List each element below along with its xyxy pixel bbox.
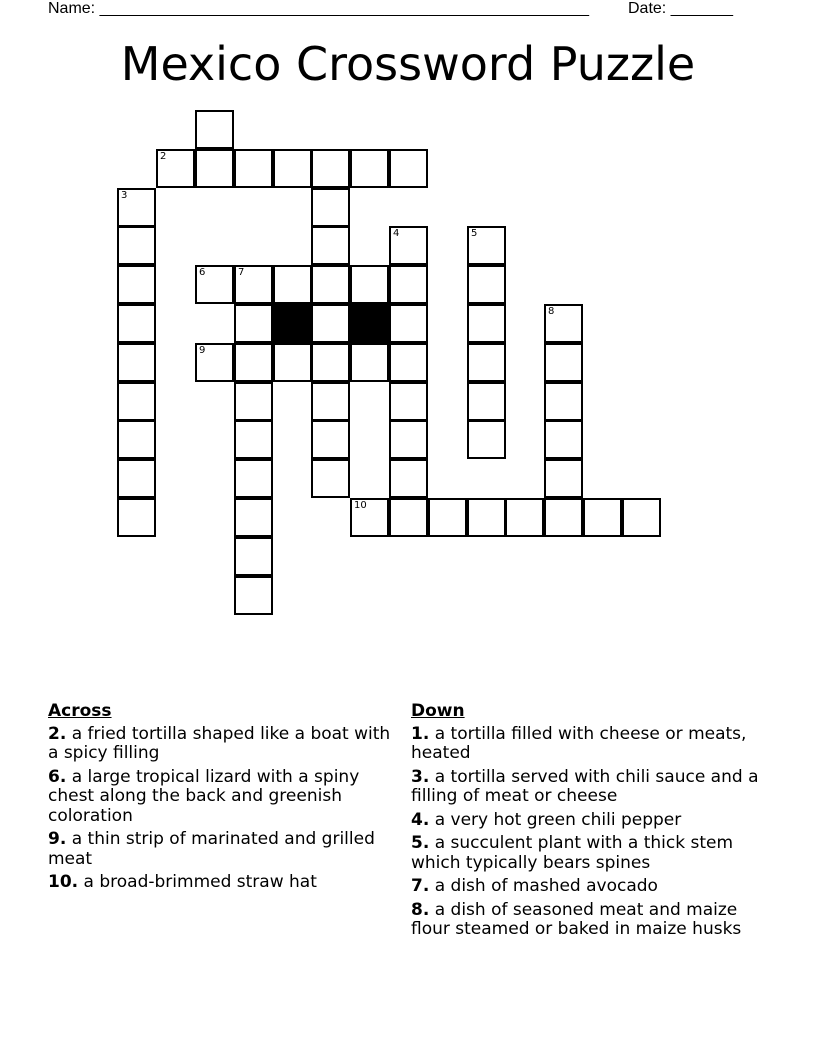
grid-cell[interactable]	[234, 343, 273, 382]
grid-cell[interactable]	[544, 304, 583, 343]
across-clue	[48, 725, 393, 764]
grid-cell[interactable]	[428, 498, 467, 537]
clue-text: a tortilla filled with cheese or meats, heated	[411, 723, 747, 763]
down-clue	[411, 768, 771, 807]
grid-cell[interactable]	[195, 149, 234, 188]
grid-cell[interactable]	[389, 498, 428, 537]
grid-cell[interactable]	[234, 420, 273, 459]
clue-number-label: 7	[238, 267, 245, 278]
across-clue	[48, 873, 393, 893]
clue-number: 8.	[411, 899, 430, 920]
grid-cell[interactable]	[234, 265, 273, 304]
clue-number-label: 9	[199, 345, 206, 356]
grid-cell[interactable]	[389, 265, 428, 304]
grid-cell[interactable]	[389, 382, 428, 421]
grid-cell[interactable]	[117, 304, 156, 343]
grid-cell[interactable]	[273, 343, 312, 382]
clue-number-label: 4	[393, 228, 400, 239]
grid-cell[interactable]	[195, 265, 234, 304]
grid-cell[interactable]	[467, 498, 506, 537]
clue-text: a fried tortilla shaped like a boat with a spicy filling	[48, 723, 391, 763]
grid-cell[interactable]	[117, 188, 156, 227]
grid-cell[interactable]	[467, 343, 506, 382]
clue-text: a large tropical lizard with a spiny chest along the back and greenish coloration	[48, 766, 360, 826]
clue-number-label: 10	[354, 500, 367, 511]
grid-cell[interactable]	[544, 343, 583, 382]
clue-number-label: 6	[199, 267, 206, 278]
grid-cell[interactable]	[467, 382, 506, 421]
grid-cell[interactable]	[389, 149, 428, 188]
clue-number: 4.	[411, 809, 430, 830]
clue-text: a succulent plant with a thick stem which typically bears spines	[411, 833, 734, 873]
clue-text: a broad-brimmed straw hat	[83, 872, 317, 892]
grid-cell[interactable]	[350, 149, 389, 188]
grid-cell[interactable]	[350, 498, 389, 537]
grid-cell[interactable]	[311, 304, 350, 343]
down-clue	[411, 877, 771, 897]
grid-cell[interactable]	[234, 576, 273, 615]
grid-cell[interactable]	[389, 304, 428, 343]
grid-cell[interactable]	[156, 149, 195, 188]
grid-cell[interactable]	[234, 537, 273, 576]
grid-cell[interactable]	[273, 265, 312, 304]
down-clues-section	[411, 702, 771, 944]
grid-cell[interactable]	[467, 304, 506, 343]
clue-number: 3.	[411, 766, 430, 787]
clue-number-label: 5	[471, 228, 478, 239]
grid-cell[interactable]	[467, 226, 506, 265]
clue-number: 5.	[411, 833, 430, 853]
down-heading: Down	[411, 701, 465, 721]
clue-text: a dish of seasoned meat and maize flour steamed or baked in maize husks	[411, 899, 742, 939]
grid-cell[interactable]	[117, 459, 156, 498]
grid-cell[interactable]	[583, 498, 622, 537]
grid-cell[interactable]	[544, 459, 583, 498]
clue-number: 2.	[48, 723, 67, 744]
down-clue	[411, 725, 771, 764]
clue-number-label: 8	[548, 306, 555, 317]
name-field-line: Name: _______________________________________________________	[48, 0, 589, 17]
grid-cell[interactable]	[311, 265, 350, 304]
grid-block	[273, 304, 312, 343]
grid-cell[interactable]	[350, 343, 389, 382]
grid-cell[interactable]	[311, 382, 350, 421]
grid-cell[interactable]	[389, 420, 428, 459]
grid-block	[350, 304, 389, 343]
clue-number: 10.	[48, 872, 79, 892]
grid-cell[interactable]	[311, 420, 350, 459]
across-clues-section	[48, 702, 393, 897]
grid-cell[interactable]	[350, 265, 389, 304]
grid-cell[interactable]	[622, 498, 661, 537]
clue-number: 6.	[48, 766, 67, 787]
grid-cell[interactable]	[117, 265, 156, 304]
across-clue	[48, 768, 393, 827]
grid-cell[interactable]	[234, 304, 273, 343]
down-clue	[411, 811, 771, 831]
clue-number: 9.	[48, 829, 67, 849]
grid-cell[interactable]	[117, 343, 156, 382]
grid-cell[interactable]	[234, 382, 273, 421]
grid-cell[interactable]	[117, 226, 156, 265]
grid-cell[interactable]	[117, 420, 156, 459]
grid-cell[interactable]	[544, 382, 583, 421]
grid-cell[interactable]	[195, 110, 234, 149]
clue-text: a dish of mashed avocado	[434, 876, 658, 896]
puzzle-title: Mexico Crossword Puzzle	[120, 37, 696, 91]
grid-cell[interactable]	[234, 498, 273, 537]
grid-cell[interactable]	[311, 149, 350, 188]
grid-cell[interactable]	[311, 343, 350, 382]
grid-cell[interactable]	[505, 498, 544, 537]
grid-cell[interactable]	[195, 343, 234, 382]
clue-text: a very hot green chili pepper	[434, 809, 682, 830]
grid-cell[interactable]	[467, 265, 506, 304]
grid-cell[interactable]	[117, 382, 156, 421]
grid-cell[interactable]	[273, 149, 312, 188]
across-heading: Across	[48, 701, 112, 721]
grid-cell[interactable]	[117, 498, 156, 537]
grid-cell[interactable]	[544, 420, 583, 459]
grid-cell[interactable]	[311, 188, 350, 227]
grid-cell[interactable]	[234, 149, 273, 188]
across-clue	[48, 830, 393, 869]
date-field-line: Date: _______	[628, 0, 733, 17]
clue-text: a tortilla served with chili sauce and a filling of meat or cheese	[411, 766, 759, 806]
grid-cell[interactable]	[311, 459, 350, 498]
clue-number: 7.	[411, 876, 430, 896]
grid-cell[interactable]	[544, 498, 583, 537]
down-clue	[411, 901, 771, 940]
grid-cell[interactable]	[389, 343, 428, 382]
grid-cell[interactable]	[467, 420, 506, 459]
clue-number-label: 2	[160, 151, 167, 162]
clue-number: 1.	[411, 723, 430, 744]
grid-cell[interactable]	[234, 459, 273, 498]
grid-cell[interactable]	[389, 459, 428, 498]
clue-number-label: 3	[121, 190, 128, 201]
grid-cell[interactable]	[389, 226, 428, 265]
clue-text: a thin strip of marinated and grilled meat	[48, 829, 375, 869]
down-clue	[411, 834, 771, 873]
grid-cell[interactable]	[311, 226, 350, 265]
